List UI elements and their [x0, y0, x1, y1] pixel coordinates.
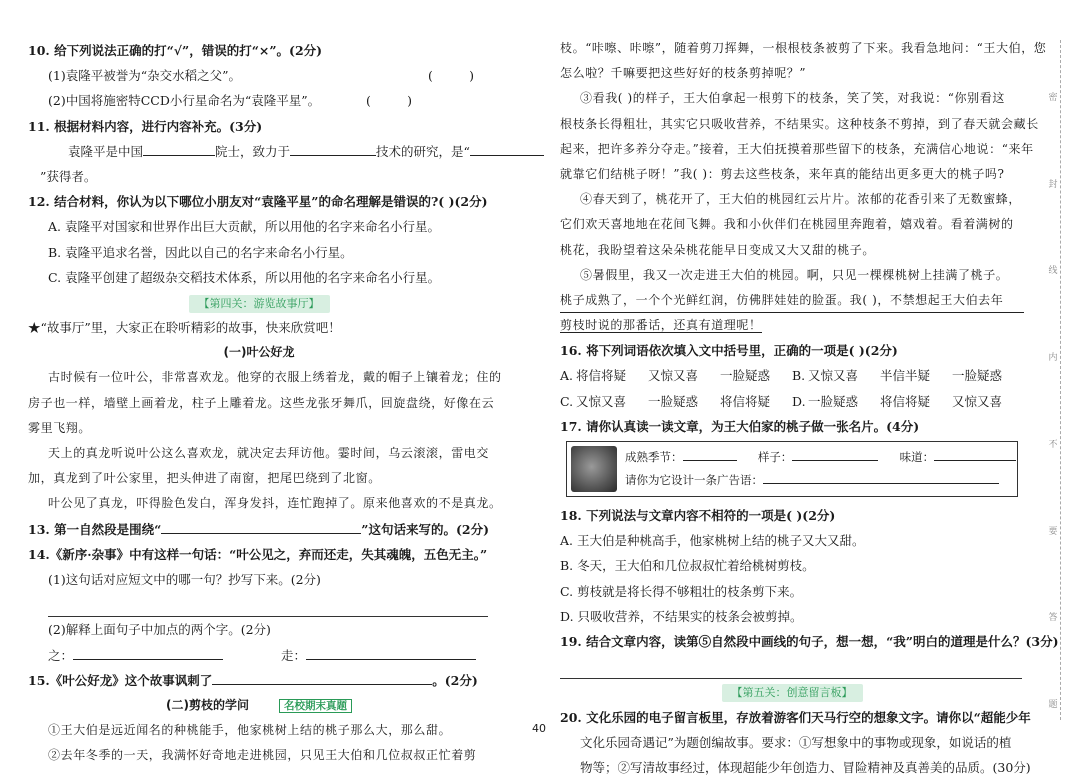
story2-line-underlined: 桃子成熟了，一个个光鲜红润，仿佛胖娃娃的脸蛋。我( )，不禁想起王大伯去年: [560, 288, 1024, 313]
story2-line: 根枝条长得粗壮，其实它只吸收营养，不结果实。这种枝条不剪掉，到了春天就会藏长: [560, 116, 1039, 131]
fill-blank[interactable]: [763, 470, 999, 484]
q18-option-a: A. 王大伯是种桃高手，他家桃树上结的桃子又大又甜。: [560, 533, 865, 549]
q18-option-b: B. 冬天，王大伯和几位叔叔忙着给桃树剪枝。: [560, 558, 815, 574]
q15: 15.《叶公好龙》这个故事讽刺了 。(2分): [28, 672, 478, 688]
fill-blank[interactable]: [73, 646, 223, 660]
story1-line: 加，真龙到了叶公家里，把头伸进了南窗，把尾巴绕到了北窗。: [28, 471, 381, 486]
q12-option-a: A. 袁隆平对国家和世界作出巨大贡献，所以用他的名字来命名小行星。: [48, 219, 440, 235]
q14-words: 之： 走：: [28, 643, 490, 668]
q14-stem: 14.《新序·杂事》中有这样一句话：“叶公见之，弃而还走，失其魂魄，五色无主。”: [28, 546, 488, 562]
q16-stem: 16. 将下列词语依次填入文中括号里，正确的一项是( )(2分): [560, 343, 898, 359]
card-row-2: 请你为它设计一条广告语：: [625, 469, 999, 491]
story2-line: ⑤暑假里，我又一次走进王大伯的桃园。啊，只见一棵棵桃树上挂满了桃子。: [580, 267, 1009, 282]
story2-line: ①王大伯是远近闻名的种桃能手，他家桃树上结的桃子那么大，那么甜。: [48, 723, 452, 738]
fill-blank[interactable]: [212, 671, 432, 685]
story-intro: ★“故事厅”里，大家正在聆听精彩的故事，快来欣赏吧！: [28, 320, 341, 336]
fill-blank[interactable]: [792, 447, 878, 461]
fill-blank[interactable]: [470, 142, 544, 156]
fill-blank[interactable]: [934, 447, 1016, 461]
story2-line: 桃花，我盼望着这朵朵桃花能早日变成又大又甜的桃子。: [560, 242, 876, 257]
page-number: 40: [532, 722, 546, 735]
q18-option-c: C. 剪枝就是将长得不够粗壮的枝条剪下来。: [560, 583, 803, 599]
story2-line: 枝。“咔嚓、咔嚓”，随着剪刀挥舞，一根根枝条被剪了下来。我看急地问：“王大伯，您: [560, 41, 1047, 55]
peach-name-card: [566, 441, 1018, 497]
q11-stem: 11. 根据材料内容，进行内容补充。(3分): [28, 118, 263, 134]
q20-line: 20. 文化乐园的电子留言板里，存放着游客们天马行空的想象文字。请你以“超能少年: [560, 709, 1031, 725]
q11-fill-2: ”获得者。: [40, 168, 97, 184]
q16-options-cd: C. 又惊又喜 一脸疑惑 将信将疑 D. 一脸疑惑 将信将疑 又惊又喜: [560, 393, 1003, 409]
story1-line: 天上的真龙听说叶公这么喜欢龙，就决定去拜访他。霎时间，乌云滚滚，雷电交: [48, 446, 490, 460]
story1-title: (一)叶公好龙: [223, 345, 295, 360]
story1-line: 房子也一样，墙壁上画着龙，柱子上雕着龙。这些龙张牙舞爪，回旋盘绕，好像在云: [28, 395, 495, 410]
story2-line: ②去年冬季的一天，我满怀好奇地走进桃园，只见王大伯和几位叔叔正忙着剪: [48, 748, 477, 763]
q10-item-2: (2)中国将施密特CCD小行星命名为“袁隆平星”。 ( ): [28, 88, 490, 113]
q10-item-1: (1)袁隆平被誉为“杂交水稻之父”。 ( ): [28, 63, 490, 88]
fill-blank[interactable]: [683, 447, 737, 461]
q20-line: 物等；②写清故事经过，体现超能少年创造力、冒险精神及真善美的品质。(30分): [580, 759, 1031, 775]
story2-line-underlined: 剪枝时说的那番话，还真有道理呢！: [560, 318, 762, 333]
peach-photo: [571, 446, 617, 492]
answer-paren[interactable]: ( ): [428, 68, 474, 84]
q20-line: 文化乐园奇遇记”为题创编故事。要求：①写想象中的事物或现象，如说话的植: [580, 734, 1012, 750]
q13: 13. 第一自然段是围绕“ ”这句话来写的。(2分): [28, 521, 490, 537]
fill-blank[interactable]: [306, 646, 476, 660]
story2-line: 怎么啦？千嘛要把这些好好的枝条剪掉呢？”: [560, 66, 807, 81]
answer-paren[interactable]: ( ): [366, 93, 412, 109]
story2-line: ④春天到了，桃花开了，王大伯的桃园红云片片。浓郁的花香引来了无数蜜蜂，: [580, 192, 1022, 207]
answer-line[interactable]: [48, 592, 488, 617]
q19-stem: 19. 结合文章内容，读第⑤自然段中画线的句子，想一想，“我”明白的道理是什么？(3分): [560, 633, 1059, 649]
q10-stem: 10. 给下列说法正确的打“√”，错误的打“×”。(2分): [28, 43, 323, 58]
q14-sub2: (2)解释上面句子中加点的两个字。(2分): [48, 622, 271, 638]
left-column: [28, 38, 502, 768]
q11-fill: 袁隆平是中国 院士，致力于 技术的研究，是“: [28, 139, 490, 164]
fill-blank[interactable]: [143, 142, 215, 156]
story2-line: 起来，把许多养分夺走。”接着，王大伯抚摸着那些留下的枝条，充满信心地说：“来年: [560, 141, 1034, 156]
story2-line: 它们欢天喜地地在花间飞舞。我和小伙伴们在桃园里奔跑着，嬉戏着。看着满树的: [560, 217, 1014, 232]
q17-stem: 17. 请你认真读一读文章，为王大伯家的桃子做一张名片。(4分): [560, 418, 920, 434]
seal-line: [1060, 40, 1061, 720]
story2-title: (二)剪枝的学问 名校期末真题: [28, 693, 490, 718]
story1-line: 叶公见了真龙，吓得脸色发白，浑身发抖，连忙跑掉了。原来他喜欢的不是真龙。: [48, 496, 502, 511]
q16-options-ab: A. 将信将疑 又惊又喜 一脸疑惑 B. 又惊又喜 半信半疑 一脸疑惑: [560, 368, 1003, 384]
story2-line: 就靠它们结桃子呀！”我( )：剪去这些枝条，来年真的能结出更多更大的桃子吗?: [560, 166, 1005, 181]
story1-line: 古时候有一位叶公，非常喜欢龙。他穿的衣服上绣着龙，戴的帽子上镶着龙；住的: [48, 370, 502, 385]
card-row-1: 成熟季节： 样子： 味道：: [625, 446, 1016, 468]
q18-option-d: D. 只吸收营养，不结果实的枝条会被剪掉。: [560, 608, 803, 624]
story2-line: ③看我( )的样子，王大伯拿起一根剪下的枝条，笑了笑，对我说：“你别看这: [580, 91, 1005, 106]
q14-sub1: (1)这句话对应短文中的哪一句？抄写下来。(2分): [48, 571, 321, 587]
fill-blank[interactable]: [290, 142, 376, 156]
q18-stem: 18. 下列说法与文章内容不相符的一项是( )(2分): [560, 508, 836, 523]
exam-tag: 名校期末真题: [279, 699, 352, 713]
q12-option-c: C. 袁隆平创建了超级杂交稻技术体系，所以用他的名字来命名小行星。: [48, 269, 441, 285]
section-banner-4: 【第四关：游览故事厅】: [28, 290, 490, 315]
story1-line: 雾里飞翔。: [28, 420, 92, 435]
q12-option-b: B. 袁隆平追求名誉，因此以自己的名字来命名小行星。: [48, 244, 353, 260]
q12-stem: 12. 结合材料，你认为以下哪位小朋友对“袁隆平星”的命名理解是错误的?( )(2分): [28, 194, 488, 210]
answer-line[interactable]: [560, 654, 1022, 679]
section-banner-5: 【第五关：创意留言板】: [560, 679, 1024, 704]
fill-blank[interactable]: [161, 520, 361, 534]
seal-line-text: 密 封 线 内 不 要 答 题: [1048, 93, 1058, 710]
